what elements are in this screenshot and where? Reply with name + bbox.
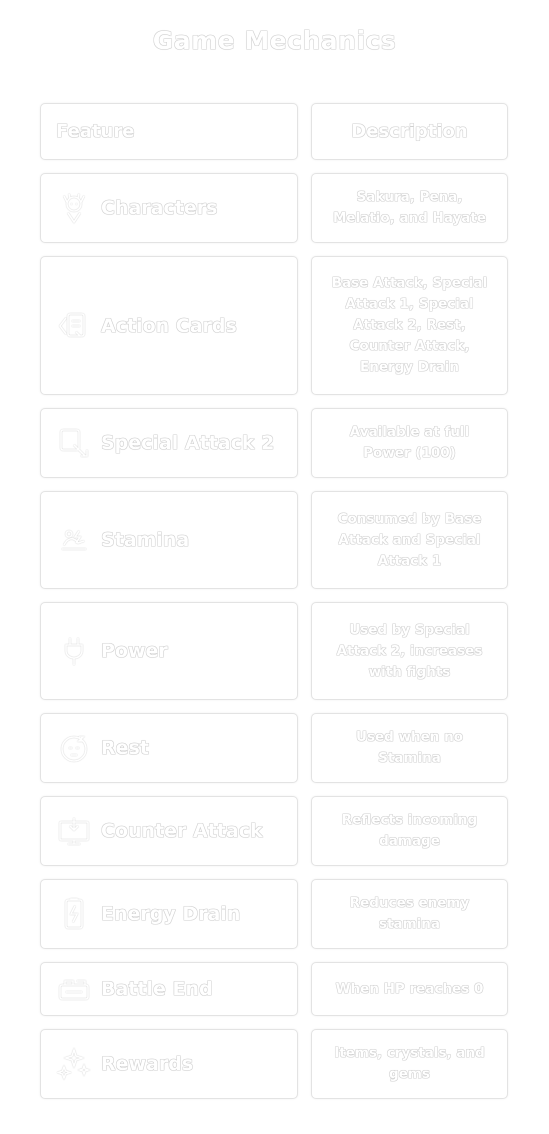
header-feature-label: Feature — [56, 121, 135, 142]
description-text: Items, crystals, and gems — [334, 1045, 485, 1082]
feature-cell — [40, 796, 298, 866]
power-icon — [56, 633, 92, 669]
table-row — [40, 1029, 508, 1099]
table-row — [40, 408, 508, 478]
description-cell — [311, 491, 508, 589]
header-feature-cell — [40, 103, 298, 160]
header-description-cell — [311, 103, 508, 160]
battle-end-icon — [56, 971, 92, 1007]
description-text: When HP reaches 0 — [335, 980, 484, 997]
table-row — [40, 173, 508, 243]
table-row — [40, 256, 508, 395]
rest-icon — [56, 730, 92, 766]
feature-label: Rest — [101, 737, 149, 759]
feature-cell — [40, 879, 298, 949]
feature-cell — [40, 1029, 298, 1099]
energy-drain-icon — [56, 896, 92, 932]
feature-cell — [40, 173, 298, 243]
feature-label: Action Cards — [101, 314, 237, 337]
feature-cell — [40, 962, 298, 1016]
description-text: Reduces enemy stamina — [349, 895, 470, 932]
table-row — [40, 962, 508, 1016]
description-text: Available at full Power (100) — [349, 424, 470, 461]
feature-label: Energy Drain — [101, 903, 241, 925]
feature-label: Characters — [101, 197, 218, 219]
feature-label: Battle End — [101, 978, 213, 1000]
description-cell — [311, 408, 508, 478]
feature-cell — [40, 256, 298, 395]
description-cell — [311, 173, 508, 243]
table-header-row — [40, 103, 508, 160]
description-cell — [311, 879, 508, 949]
table-row — [40, 879, 508, 949]
description-cell — [311, 1029, 508, 1099]
mechanics-table — [40, 103, 508, 1112]
feature-cell — [40, 713, 298, 783]
stamina-icon — [56, 522, 92, 558]
description-cell — [311, 962, 508, 1016]
feature-cell — [40, 602, 298, 700]
feature-label: Stamina — [101, 529, 190, 551]
table-row — [40, 796, 508, 866]
description-cell — [311, 256, 508, 395]
feature-label: Rewards — [101, 1053, 194, 1075]
page-title: Game Mechanics — [152, 26, 397, 55]
header-description-label: Description — [351, 121, 468, 142]
description-text: Used by Special Attack 2, increases with fights — [336, 621, 483, 680]
description-text: Reflects incoming damage — [341, 812, 478, 849]
description-cell — [311, 796, 508, 866]
description-cell — [311, 602, 508, 700]
rewards-icon — [56, 1046, 92, 1082]
table-row — [40, 491, 508, 589]
feature-cell — [40, 491, 298, 589]
characters-icon — [56, 190, 92, 226]
feature-cell — [40, 408, 298, 478]
description-text: Sakura, Pena, Melatio, and Hayate — [332, 189, 487, 226]
description-cell — [311, 713, 508, 783]
feature-label: Special Attack 2 — [101, 432, 275, 454]
counter-attack-icon — [56, 813, 92, 849]
table-row — [40, 602, 508, 700]
description-text: Consumed by Base Attack and Special Attack 1 — [337, 510, 482, 569]
action-cards-icon — [56, 308, 92, 344]
description-text: Base Attack, Special Attack 1, Special Attack 2, Rest, Counter Attack, Energy Drain — [331, 275, 488, 375]
table-row — [40, 713, 508, 783]
feature-label: Counter Attack — [101, 820, 263, 842]
special-attack-icon — [56, 425, 92, 461]
feature-label: Power — [101, 640, 168, 662]
description-text: Used when no Stamina — [356, 729, 463, 766]
